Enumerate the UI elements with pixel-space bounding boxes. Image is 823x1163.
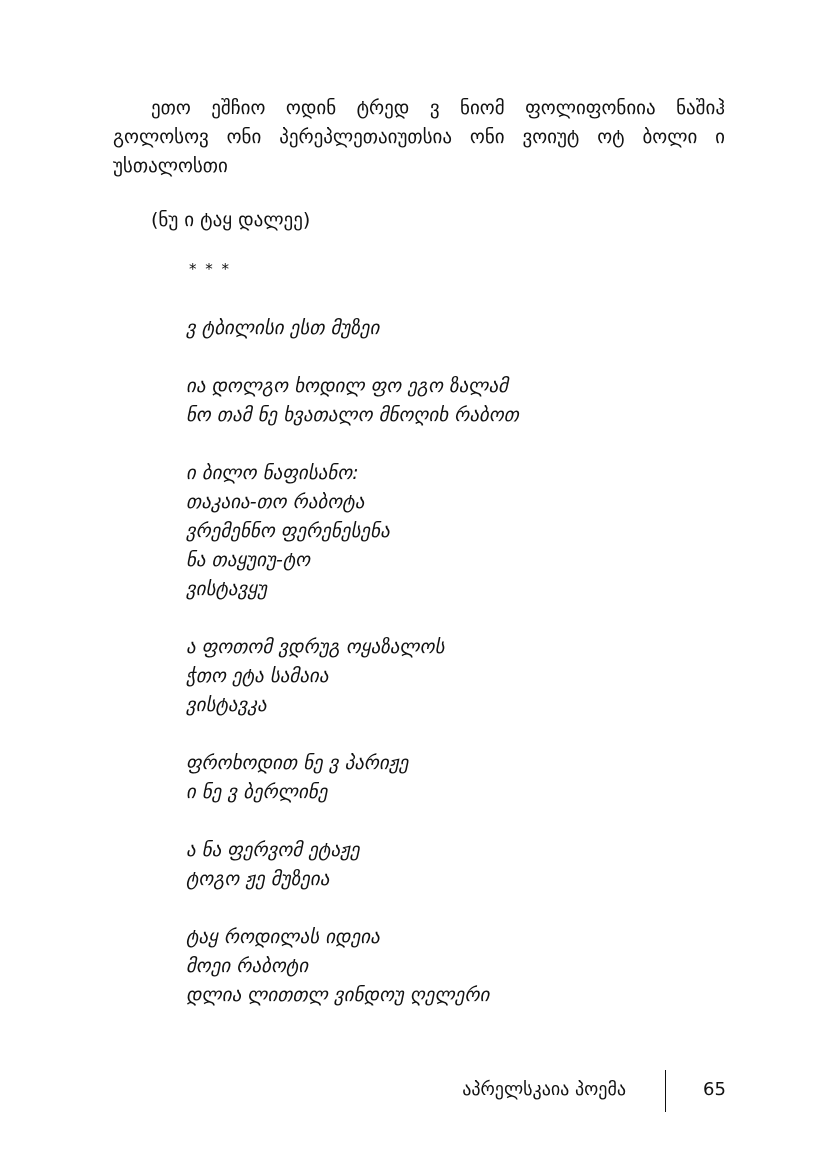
stanza	[186, 923, 746, 1010]
poem-line: ა ფოთომ ვდრუგ ოყაზალოს	[186, 636, 445, 658]
poem-line: ტაყ როდილას იდეია	[186, 926, 380, 948]
poem-line: ვისტავკა	[186, 694, 267, 716]
poem-line: ფროხოდით ნე ვ პარიჟე	[186, 752, 409, 774]
poem	[186, 314, 746, 1039]
poem-line: ტოგო ჟე მუზეია	[186, 868, 330, 890]
poem-line: დლია ლითთლ ვინდოუ ღელერი	[186, 984, 490, 1006]
running-title: აპრელსკაია პოემა	[462, 1079, 626, 1100]
poem-line: ნო თამ ნე ხვათალო მნოღიხ რაბოთ	[186, 404, 520, 426]
poem-line: ი ბილო ნაფისანო:	[186, 462, 359, 484]
stanza	[186, 749, 746, 807]
poem-line: ვრემენნო ფერენესენა	[186, 520, 390, 542]
aside-note: (ნუ ი ტაყ დალეე)	[151, 209, 311, 231]
stanza	[186, 372, 746, 430]
poem-line: ვ ტბილისი ესთ მუზეი	[186, 317, 380, 339]
intro-paragraph: ეთო ეშჩიო ოდინ ტრედ ვ ნიომ ფოლიფონიია ნაშიჰ გოლოსოვ ონი პერეპლეთაიუთსია ონი ვოიუტ ოტ ბოლი ი უსთალოსთი	[113, 97, 725, 177]
stanza	[186, 633, 746, 720]
section-separator: * * *	[189, 260, 232, 278]
poem-line: ია დოლგო ხოდილ ფო ეგო ზალამ	[186, 375, 509, 397]
poem-line: ა ნა ფერვომ ეტაჟე	[186, 839, 360, 861]
poem-line: თაკაია-თო რაბოტა	[186, 491, 365, 513]
footer-divider	[665, 1070, 666, 1112]
stanza	[186, 459, 746, 604]
poem-line: ი ნე ვ ბერლინე	[186, 781, 328, 803]
poem-line: ნა თაყუიუ-ტო	[186, 549, 311, 571]
poem-line: ვისტავყუ	[186, 578, 268, 600]
poem-line: მოეი რაბოტი	[186, 955, 309, 977]
stanza	[186, 314, 746, 343]
poem-line: ჭთო ეტა სამაია	[186, 665, 329, 687]
stanza	[186, 836, 746, 894]
page-number: 65	[703, 1079, 726, 1100]
